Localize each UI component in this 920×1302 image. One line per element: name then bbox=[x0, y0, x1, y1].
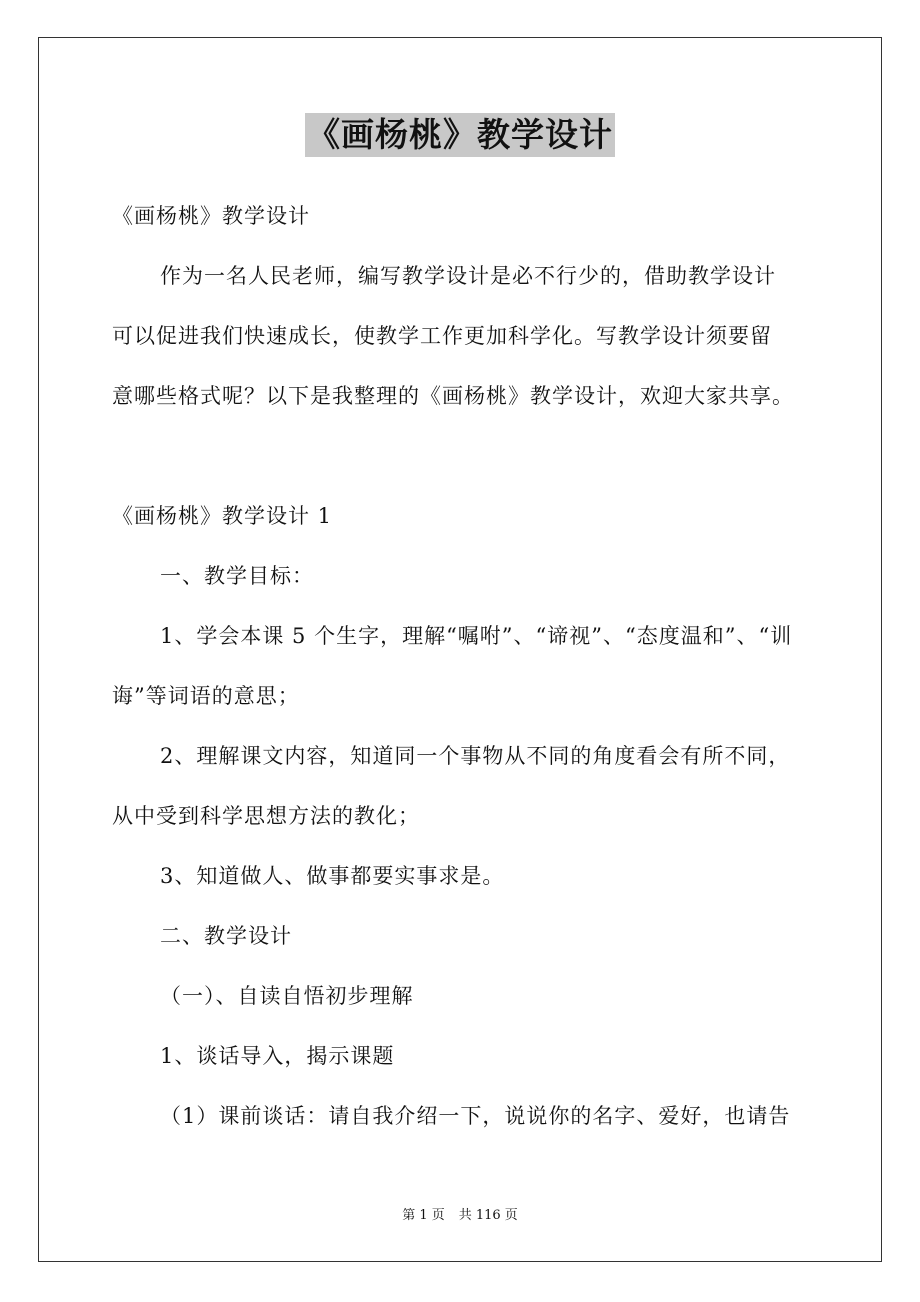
title-container bbox=[0, 113, 920, 157]
paragraph-line: （一）、自读自悟初步理解 bbox=[160, 984, 414, 1008]
document-title: 《画杨桃》教学设计 bbox=[305, 113, 615, 157]
paragraph-subtitle: 《画杨桃》教学设计 bbox=[112, 204, 310, 228]
paragraph-line: 1、学会本课 5 个生字，理解“嘱咐”、“谛视”、“态度温和”、“训 bbox=[160, 624, 793, 648]
page-footer bbox=[0, 1207, 920, 1225]
paragraph-line: 1、谈话导入，揭示课题 bbox=[160, 1044, 395, 1068]
paragraph-line: 可以促进我们快速成长，使教学工作更加科学化。写教学设计须要留 bbox=[112, 324, 772, 348]
paragraph-line: 意哪些格式呢？以下是我整理的《画杨桃》教学设计，欢迎大家共享。 bbox=[112, 384, 794, 408]
page-number: 第 1 页 bbox=[402, 1208, 445, 1223]
paragraph-line: 二、教学设计 bbox=[160, 924, 292, 948]
paragraph-line: 作为一名人民老师，编写教学设计是必不行少的，借助教学设计 bbox=[160, 264, 776, 288]
paragraph-line: 从中受到科学思想方法的教化； bbox=[112, 804, 420, 828]
paragraph-line: 一、教学目标： bbox=[160, 564, 314, 588]
paragraph-line: （1）课前谈话：请自我介绍一下，说说你的名字、爱好，也请告 bbox=[160, 1104, 791, 1128]
paragraph-line: 2、理解课文内容，知道同一个事物从不同的角度看会有所不同， bbox=[160, 744, 791, 768]
page-total: 共 116 页 bbox=[458, 1208, 518, 1223]
section-heading: 《画杨桃》教学设计 1 bbox=[112, 504, 333, 528]
paragraph-line: 诲”等词语的意思； bbox=[112, 684, 300, 708]
paragraph-line: 3、知道做人、做事都要实事求是。 bbox=[160, 864, 505, 888]
